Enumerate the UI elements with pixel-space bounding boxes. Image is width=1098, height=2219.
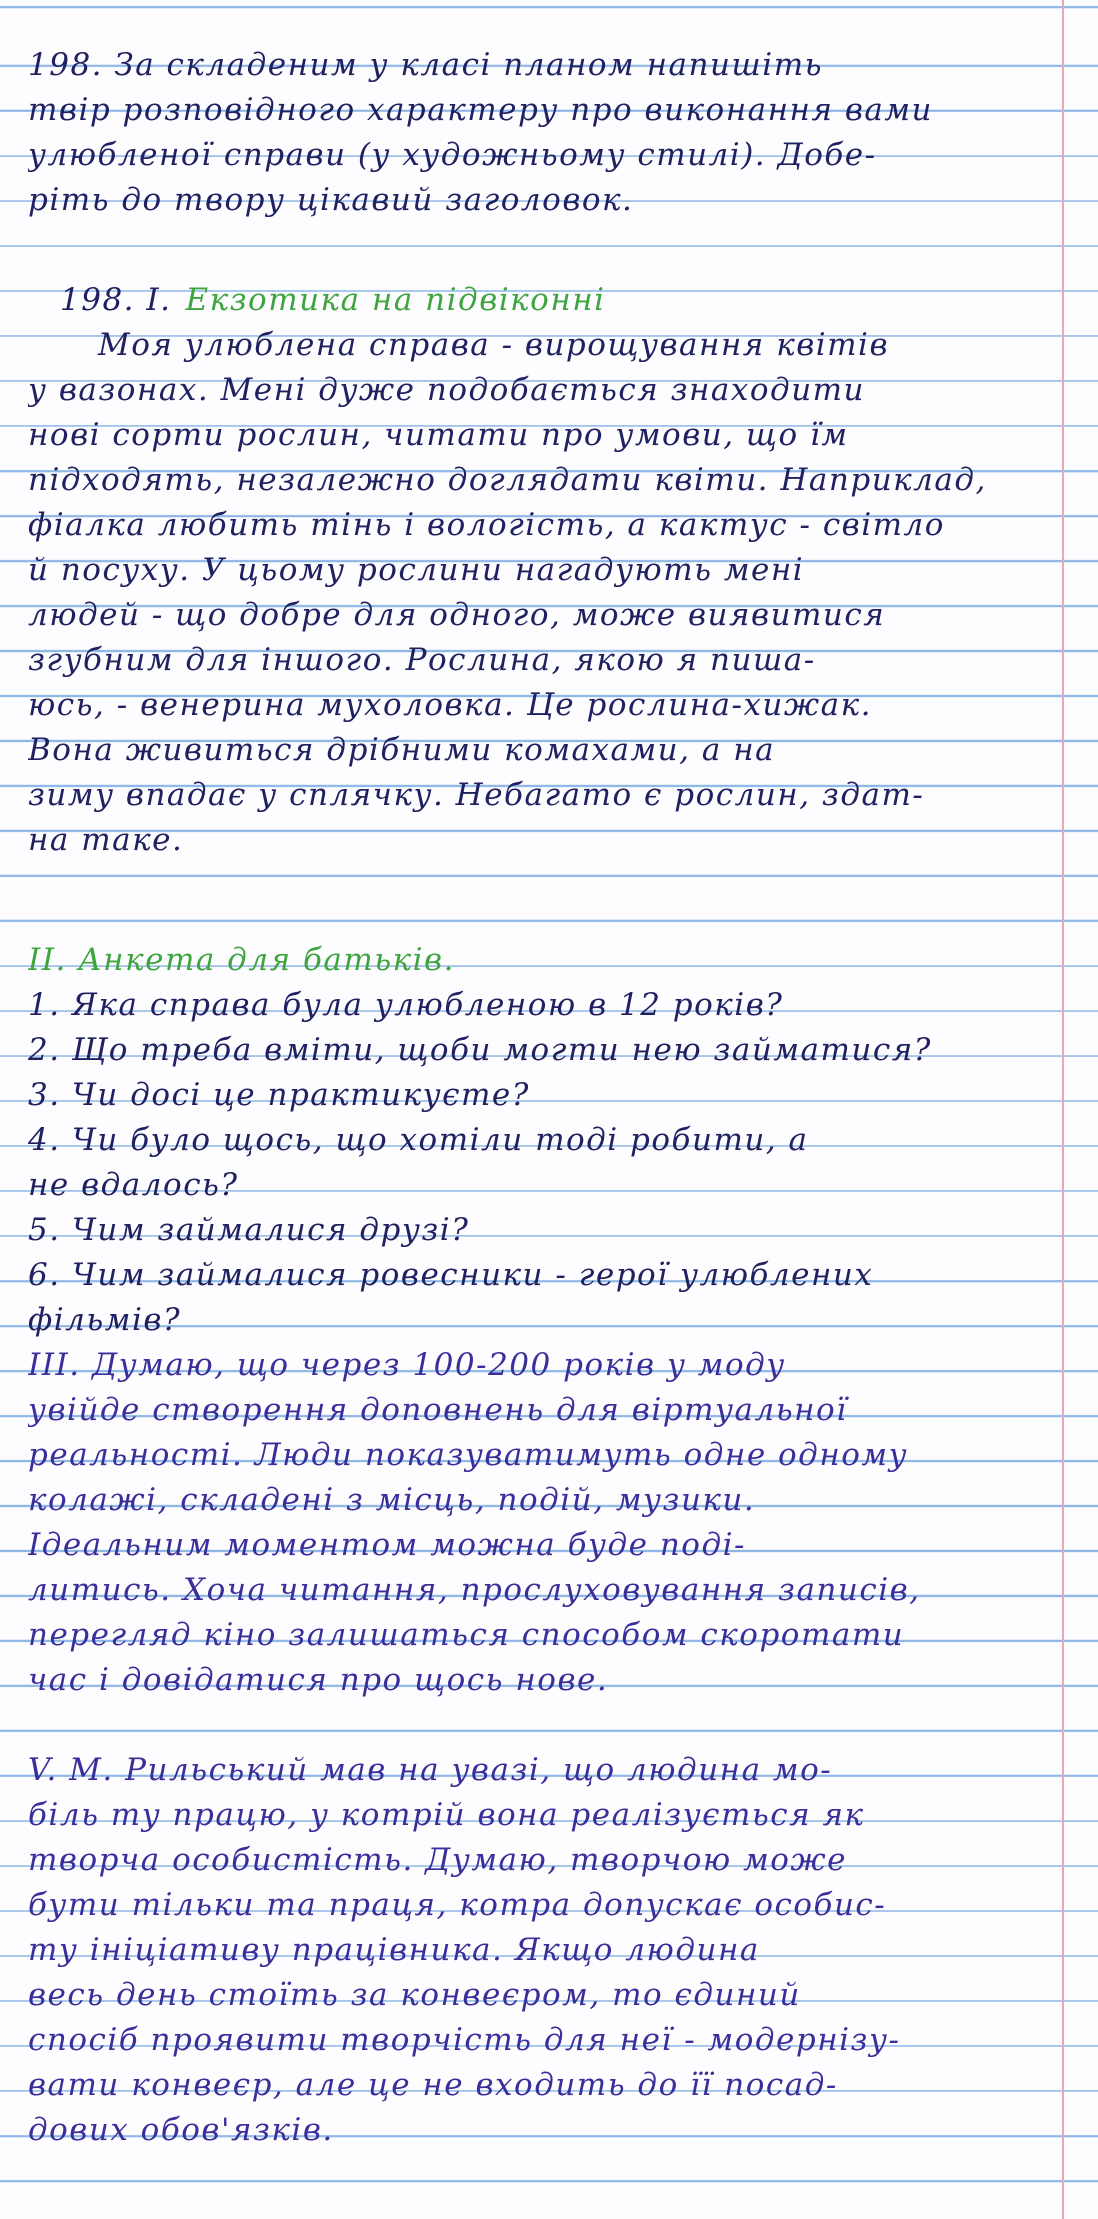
section3-line-3: реальності. Люди показуватимуть одне одному [28, 1437, 909, 1473]
section5-line-1: V. М. Рильський мав на увазі, що людина мо- [28, 1752, 833, 1788]
section1-line-9: юсь, - венерина мухоловка. Це рослина-хижак. [28, 687, 872, 723]
section5-line-8: вати конвеєр, але це не входить до її посад- [28, 2067, 838, 2103]
section1-line-2: у вазонах. Мені дуже подобається знаходити [28, 372, 866, 408]
section2-question-5: 5. Чим займалися друзі? [28, 1212, 470, 1248]
section2-heading: II. Анкета для батьків. [28, 942, 455, 978]
section1-line-1: Моя улюблена справа - вирощування квітів [98, 327, 890, 363]
section1-line-12: на таке. [28, 822, 184, 858]
section2-question-3: 3. Чи досі це практикуєте? [28, 1077, 530, 1113]
section1-line-3: нові сорти рослин, читати про умови, що їм [28, 417, 849, 453]
section5-line-2: біль ту працю, у котрій вона реалізується як [28, 1797, 865, 1833]
section2-question-1: 1. Яка справа була улюбленою в 12 років? [28, 987, 784, 1023]
section1-line-6: й посуху. У цьому рослини нагадують мені [28, 552, 805, 588]
section3-line-8: час і довідатися про щось нове. [28, 1662, 609, 1698]
task-line-1: 198. За складеним у класі планом напишіть [28, 47, 823, 83]
section3-line-2: увійде створення доповнень для віртуальної [28, 1392, 848, 1428]
section5-line-3: творча особистість. Думаю, творчою може [28, 1842, 848, 1878]
section3-line-5: Ідеальним моментом можна буде поді- [28, 1527, 747, 1563]
section1-line-8: згубним для іншого. Рослина, якою я пиша- [28, 642, 816, 678]
section5-line-4: бути тільки та праця, котра допускає особис- [28, 1887, 887, 1923]
margin-line [1062, 0, 1064, 2219]
section2-question-6-cont: фільмів? [28, 1302, 182, 1338]
section1-heading [60, 278, 1042, 322]
section5-line-7: спосіб проявити творчість для неї - модернізу- [28, 2022, 901, 2058]
section1-line-4: підходять, незалежно доглядати квіти. Наприклад, [28, 462, 987, 498]
section1-line-11: зиму впадає у сплячку. Небагато є рослин, здат- [28, 777, 925, 813]
section2-question-4: 4. Чи було щось, що хотіли тоді робити, а [28, 1122, 809, 1158]
section5-line-5: ту ініціативу працівника. Якщо людина [28, 1932, 760, 1968]
task-line-3: улюбленої справи (у художньому стилі). Добе- [28, 137, 877, 173]
section1-line-10: Вона живиться дрібними комахами, а на [28, 732, 776, 768]
section5-line-6: весь день стоїть за конвеєром, то єдиний [28, 1977, 801, 2013]
section2-question-6: 6. Чим займалися ровесники - герої улюблених [28, 1257, 874, 1293]
section3-line-1: III. Думаю, що через 100-200 років у моду [28, 1347, 786, 1383]
section3-line-7: перегляд кіно залишаться способом скоротати [28, 1617, 905, 1653]
section1-line-5: фіалка любить тінь і вологість, а кактус - світло [28, 507, 945, 543]
task-line-4: ріть до твору цікавий заголовок. [28, 182, 634, 218]
section1-heading-number: 198. I. [60, 282, 172, 318]
section5-line-9: дових обов'язків. [28, 2112, 334, 2148]
section2-question-2: 2. Що треба вміти, щоби могти нею займатися? [28, 1032, 932, 1068]
section2-question-4-cont: не вдалось? [28, 1167, 239, 1203]
section3-line-6: литись. Хоча читання, прослуховування записів, [28, 1572, 921, 1608]
section3-line-4: колажі, складені з місць, подій, музики. [28, 1482, 756, 1518]
task-line-2: твір розповідного характеру про виконання вами [28, 92, 934, 128]
section1-line-7: людей - що добре для одного, може виявитися [28, 597, 886, 633]
section1-heading-title: Екзотика на підвіконні [185, 282, 606, 318]
